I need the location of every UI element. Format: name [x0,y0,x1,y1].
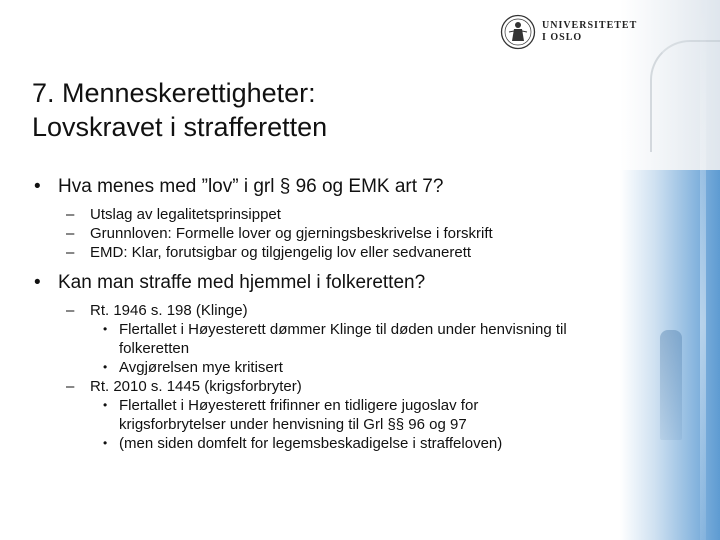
dash-marker: – [66,302,75,319]
sub-bullet-item [30,224,610,243]
bullet-item [30,271,610,295]
sub-sub-bullet-text: Flertallet i Høyesterett dømmer Klinge til døden under henvisning til folkeretten [119,321,567,357]
decorative-statue-outline [650,40,720,152]
sub-sub-bullet-item [30,320,579,358]
slide-title-line1: 7. Menneskerettigheter: [32,78,316,108]
sub-bullet-text: Rt. 2010 s. 1445 (krigsforbryter) [90,378,302,395]
bullet-text: Hva menes med ”lov” i grl § 96 og EMK art 7? [58,176,444,197]
bullet-item [30,175,610,199]
sub-bullet-item [30,377,610,396]
slide-body [30,175,610,453]
sub-bullet-text: Grunnloven: Formelle lover og gjerningsbeskrivelse i forskrift [90,225,493,242]
sub-sub-bullet-text: (men siden domfelt for legemsbeskadigelse i straffeloven) [119,435,503,452]
sub-bullet-text: EMD: Klar, forutsigbar og tilgjengelig lov eller sedvanerett [90,244,472,261]
dash-marker: – [66,244,75,261]
sub-sub-bullet-text: Avgjørelsen mye kritisert [119,359,283,376]
sub-bullet-item [30,205,610,224]
dash-marker: – [66,225,75,242]
small-bullet-marker: • [103,398,108,412]
decorative-side-panel [620,0,720,540]
sub-bullet-text: Utslag av legalitetsprinsippet [90,206,281,223]
small-bullet-marker: • [103,360,108,374]
sub-sub-bullet-item [30,358,579,377]
slide-title [32,76,592,144]
university-name [542,20,637,44]
university-name-line1: UNIVERSITETET [542,20,638,31]
decorative-stripe [700,0,706,540]
sub-bullet-item [30,243,610,262]
sub-bullet-item [30,301,610,320]
university-name-line2: I OSLO [542,32,583,43]
small-bullet-marker: • [103,436,108,450]
dash-marker: – [66,206,75,223]
university-seal-icon [500,14,536,50]
sub-sub-bullet-item [30,396,579,434]
sub-bullet-text: Rt. 1946 s. 198 (Klinge) [90,302,248,319]
decorative-figure-silhouette [660,330,682,440]
dash-marker: – [66,378,75,395]
sub-sub-bullet-text: Flertallet i Høyesterett frifinner en tidligere jugoslav for krigsforbrytelser under henvisning til Grl §§ 96 og 97 [119,397,479,433]
bullet-marker: • [34,272,41,293]
bullet-marker: • [34,176,41,197]
spacer [30,262,610,271]
bullet-text: Kan man straffe med hjemmel i folkeretten? [58,272,426,293]
sub-sub-bullet-item [30,434,579,453]
university-logo [500,12,637,52]
slide-title-line2: Lovskravet i strafferetten [32,112,328,142]
small-bullet-marker: • [103,322,108,336]
